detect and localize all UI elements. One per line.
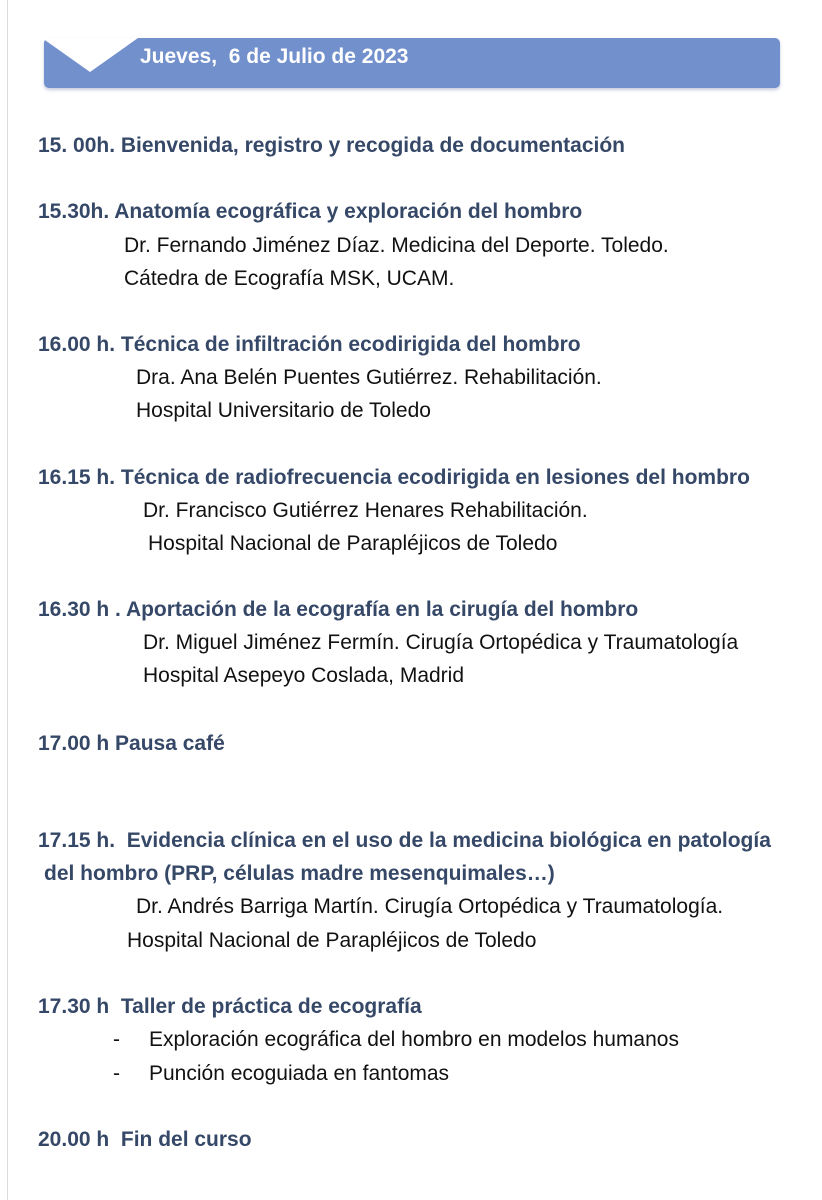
workshop-item-2-bullet: - (113, 1062, 120, 1085)
session-3-affiliation: Hospital Nacional de Parapléjicos de Toledo (148, 532, 558, 555)
session-4-speaker: Dr. Miguel Jiménez Fermín. Cirugía Ortopédica y Traumatología (143, 631, 739, 654)
session-5-speaker: Dr. Andrés Barriga Martín. Cirugía Ortopédica y Traumatología. (136, 895, 724, 918)
session-1-speaker: Dr. Fernando Jiménez Díaz. Medicina del Deporte. Toledo. (124, 234, 669, 257)
session-2-title: 16.00 h. Técnica de infiltración ecodirigida del hombro (38, 333, 581, 356)
workshop-title: 17.30 h Taller de práctica de ecografía (38, 995, 422, 1018)
session-1-affiliation: Cátedra de Ecografía MSK, UCAM. (124, 267, 455, 290)
page-edge-rule (7, 0, 8, 1200)
session-4-affiliation: Hospital Asepeyo Coslada, Madrid (143, 664, 465, 687)
closing-line: 20.00 h Fin del curso (38, 1128, 252, 1151)
session-5-affiliation: Hospital Nacional de Parapléjicos de Toledo (127, 929, 537, 952)
session-3-title: 16.15 h. Técnica de radiofrecuencia ecodirigida en lesiones del hombro (38, 466, 750, 489)
session-4-title: 16.30 h . Aportación de la ecografía en la cirugía del hombro (38, 598, 639, 621)
session-3-speaker: Dr. Francisco Gutiérrez Henares Rehabilitación. (143, 499, 588, 522)
workshop-item-1-bullet: - (113, 1028, 120, 1051)
session-2-affiliation: Hospital Universitario de Toledo (136, 399, 431, 422)
session-5-title-line-2: del hombro (PRP, células madre mesenquimales…) (44, 862, 555, 885)
header-date: Jueves, 6 de Julio de 2023 (140, 45, 409, 68)
date-header-banner (44, 38, 780, 88)
workshop-item-1: Exploración ecográfica del hombro en modelos humanos (149, 1028, 679, 1051)
coffee-break-line: 17.00 h Pausa café (38, 732, 225, 755)
welcome-line: 15. 00h. Bienvenida, registro y recogida de documentación (38, 134, 626, 157)
banner-notch-decoration (42, 38, 138, 72)
session-2-speaker: Dra. Ana Belén Puentes Gutiérrez. Rehabilitación. (136, 366, 602, 389)
session-1-title: 15.30h. Anatomía ecográfica y exploración del hombro (38, 200, 583, 223)
workshop-item-2: Punción ecoguiada en fantomas (149, 1062, 450, 1085)
session-5-title-line-1: 17.15 h. Evidencia clínica en el uso de la medicina biológica en patología (38, 829, 771, 852)
